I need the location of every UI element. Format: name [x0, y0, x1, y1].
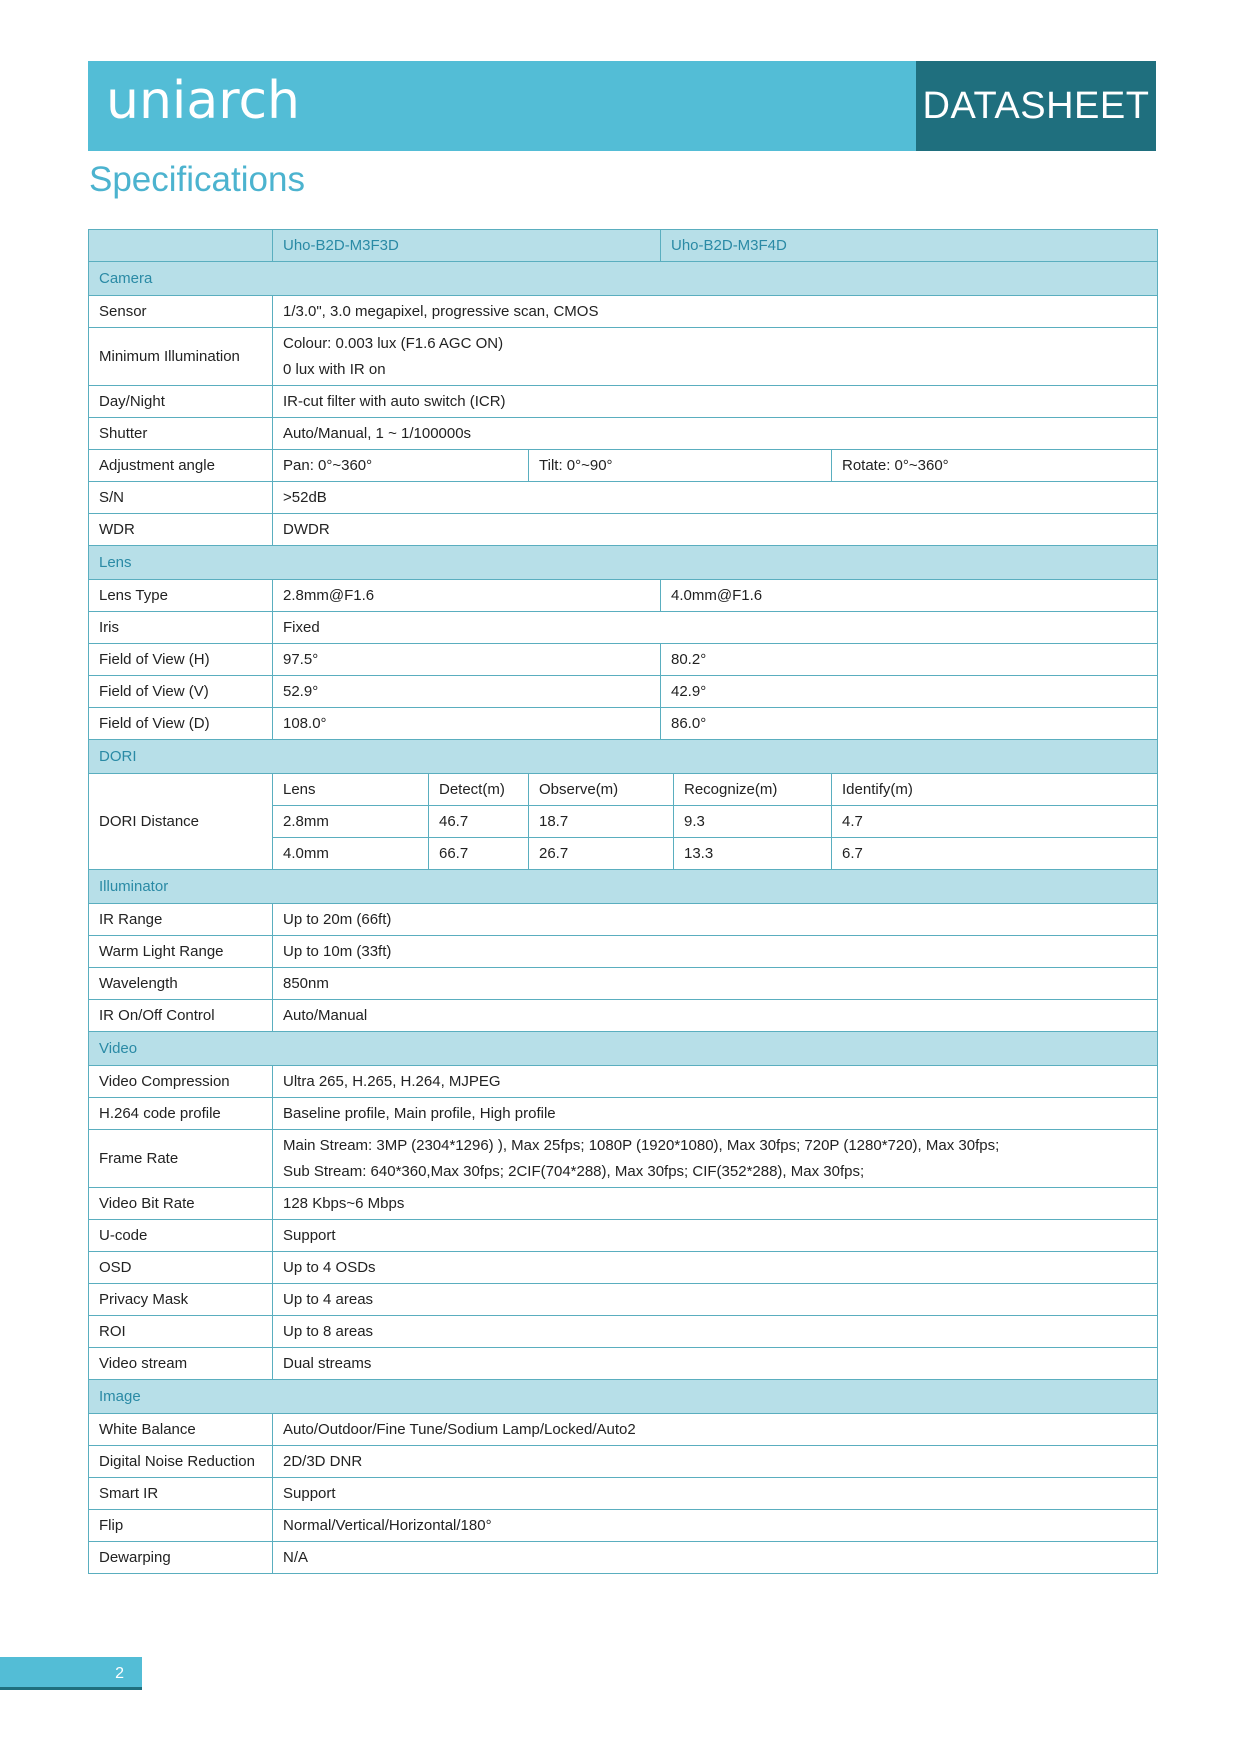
row-value: Normal/Vertical/Horizontal/180° — [273, 1510, 1158, 1542]
row-label: Day/Night — [89, 386, 273, 418]
row-value: 128 Kbps~6 Mbps — [273, 1188, 1158, 1220]
pan-value: Pan: 0°~360° — [273, 450, 529, 482]
row-label: White Balance — [89, 1414, 273, 1446]
row-label: S/N — [89, 482, 273, 514]
row-value: Up to 8 areas — [273, 1316, 1158, 1348]
table-row — [89, 1066, 1158, 1098]
row-value: N/A — [273, 1542, 1158, 1574]
section-video: Video — [89, 1032, 1158, 1066]
dori-cell: 18.7 — [529, 806, 674, 838]
table-row — [89, 1098, 1158, 1130]
table-row — [89, 676, 1158, 708]
table-row — [89, 328, 1158, 386]
dori-header: Observe(m) — [529, 774, 674, 806]
dori-cell: 2.8mm — [273, 806, 429, 838]
dori-header: Identify(m) — [832, 774, 1158, 806]
page-title: Specifications — [89, 160, 305, 199]
row-value: Up to 20m (66ft) — [273, 904, 1158, 936]
row-value: Fixed — [273, 612, 1158, 644]
row-value: Auto/Manual, 1 ~ 1/100000s — [273, 418, 1158, 450]
dori-cell: 46.7 — [429, 806, 529, 838]
header-banner — [88, 61, 1156, 151]
row-value: DWDR — [273, 514, 1158, 546]
row-label: Sensor — [89, 296, 273, 328]
value-a: 2.8mm@F1.6 — [273, 580, 661, 612]
value-a: 52.9° — [273, 676, 661, 708]
dori-cell: 9.3 — [674, 806, 832, 838]
section-camera: Camera — [89, 262, 1158, 296]
table-row — [89, 1510, 1158, 1542]
table-row — [89, 386, 1158, 418]
header-blank — [89, 230, 273, 262]
dori-cell: 4.0mm — [273, 838, 429, 870]
dori-cell: 26.7 — [529, 838, 674, 870]
table-row — [89, 644, 1158, 676]
table-row — [89, 936, 1158, 968]
value-b: 4.0mm@F1.6 — [661, 580, 1158, 612]
model-header-row — [89, 230, 1158, 262]
row-label: Field of View (V) — [89, 676, 273, 708]
section-lens: Lens — [89, 546, 1158, 580]
dori-cell: 4.7 — [832, 806, 1158, 838]
table-row — [89, 296, 1158, 328]
section-dori: DORI — [89, 740, 1158, 774]
table-row — [89, 418, 1158, 450]
table-row — [89, 968, 1158, 1000]
row-value: Colour: 0.003 lux (F1.6 AGC ON) 0 lux with IR on — [273, 328, 1158, 386]
row-label: Digital Noise Reduction — [89, 1446, 273, 1478]
table-row — [89, 514, 1158, 546]
table-row — [89, 450, 1158, 482]
table-row — [89, 1316, 1158, 1348]
row-label: Video Compression — [89, 1066, 273, 1098]
section-illuminator: Illuminator — [89, 870, 1158, 904]
row-value: 850nm — [273, 968, 1158, 1000]
row-label: Flip — [89, 1510, 273, 1542]
row-value: Dual streams — [273, 1348, 1158, 1380]
table-row — [89, 1414, 1158, 1446]
table-row — [89, 1478, 1158, 1510]
table-row — [89, 904, 1158, 936]
row-label: H.264 code profile — [89, 1098, 273, 1130]
row-label: U-code — [89, 1220, 273, 1252]
row-label: Privacy Mask — [89, 1284, 273, 1316]
table-row — [89, 580, 1158, 612]
row-value: >52dB — [273, 482, 1158, 514]
table-row — [89, 1348, 1158, 1380]
row-label: Frame Rate — [89, 1130, 273, 1188]
value-b: 86.0° — [661, 708, 1158, 740]
row-label: Smart IR — [89, 1478, 273, 1510]
row-label: IR On/Off Control — [89, 1000, 273, 1032]
tilt-value: Tilt: 0°~90° — [529, 450, 832, 482]
section-image: Image — [89, 1380, 1158, 1414]
row-label: IR Range — [89, 904, 273, 936]
table-row — [89, 482, 1158, 514]
row-label: Field of View (D) — [89, 708, 273, 740]
table-row — [89, 1446, 1158, 1478]
table-row — [89, 612, 1158, 644]
row-value: Up to 10m (33ft) — [273, 936, 1158, 968]
row-label: Video Bit Rate — [89, 1188, 273, 1220]
model-a: Uho-B2D-M3F3D — [273, 230, 661, 262]
dori-header: Recognize(m) — [674, 774, 832, 806]
row-label: WDR — [89, 514, 273, 546]
dori-header: Lens — [273, 774, 429, 806]
row-label: Shutter — [89, 418, 273, 450]
row-value: Ultra 265, H.265, H.264, MJPEG — [273, 1066, 1158, 1098]
row-value: Baseline profile, Main profile, High profile — [273, 1098, 1158, 1130]
table-row — [89, 1000, 1158, 1032]
row-label: Video stream — [89, 1348, 273, 1380]
row-value: Auto/Outdoor/Fine Tune/Sodium Lamp/Locked/Auto2 — [273, 1414, 1158, 1446]
value-a: 97.5° — [273, 644, 661, 676]
table-row — [89, 1542, 1158, 1574]
row-label: DORI Distance — [89, 774, 273, 870]
row-label: Adjustment angle — [89, 450, 273, 482]
row-label: Minimum Illumination — [89, 328, 273, 386]
row-value: Up to 4 OSDs — [273, 1252, 1158, 1284]
table-row — [89, 1284, 1158, 1316]
brand-logo: uniarch — [106, 71, 301, 131]
row-label: ROI — [89, 1316, 273, 1348]
table-row — [89, 774, 1158, 806]
rotate-value: Rotate: 0°~360° — [832, 450, 1158, 482]
row-label: Iris — [89, 612, 273, 644]
value-b: 80.2° — [661, 644, 1158, 676]
row-value: 2D/3D DNR — [273, 1446, 1158, 1478]
row-label: Field of View (H) — [89, 644, 273, 676]
spec-table — [88, 229, 1158, 1574]
dori-header: Detect(m) — [429, 774, 529, 806]
row-value: Auto/Manual — [273, 1000, 1158, 1032]
table-row — [89, 1130, 1158, 1188]
row-value: 1/3.0", 3.0 megapixel, progressive scan, CMOS — [273, 296, 1158, 328]
dori-cell: 66.7 — [429, 838, 529, 870]
row-value: Support — [273, 1478, 1158, 1510]
row-value: Up to 4 areas — [273, 1284, 1158, 1316]
table-row — [89, 708, 1158, 740]
value-a: 108.0° — [273, 708, 661, 740]
page-number: 2 — [0, 1657, 142, 1690]
row-label: Lens Type — [89, 580, 273, 612]
table-row — [89, 1252, 1158, 1284]
row-label: Dewarping — [89, 1542, 273, 1574]
table-row — [89, 1220, 1158, 1252]
value-b: 42.9° — [661, 676, 1158, 708]
row-label: Wavelength — [89, 968, 273, 1000]
row-label: OSD — [89, 1252, 273, 1284]
row-value: Support — [273, 1220, 1158, 1252]
datasheet-badge: DATASHEET — [916, 61, 1156, 151]
row-value: IR-cut filter with auto switch (ICR) — [273, 386, 1158, 418]
dori-cell: 13.3 — [674, 838, 832, 870]
dori-cell: 6.7 — [832, 838, 1158, 870]
model-b: Uho-B2D-M3F4D — [661, 230, 1158, 262]
table-row — [89, 1188, 1158, 1220]
row-value: Main Stream: 3MP (2304*1296) ), Max 25fps; 1080P (1920*1080), Max 30fps; 720P (1280*720), Max 30fps; Sub Stream: 640*360,Max 30fps; 2CIF(704*288), Max 30fps; CIF(352*288), Max 30fps; — [273, 1130, 1158, 1188]
row-label: Warm Light Range — [89, 936, 273, 968]
